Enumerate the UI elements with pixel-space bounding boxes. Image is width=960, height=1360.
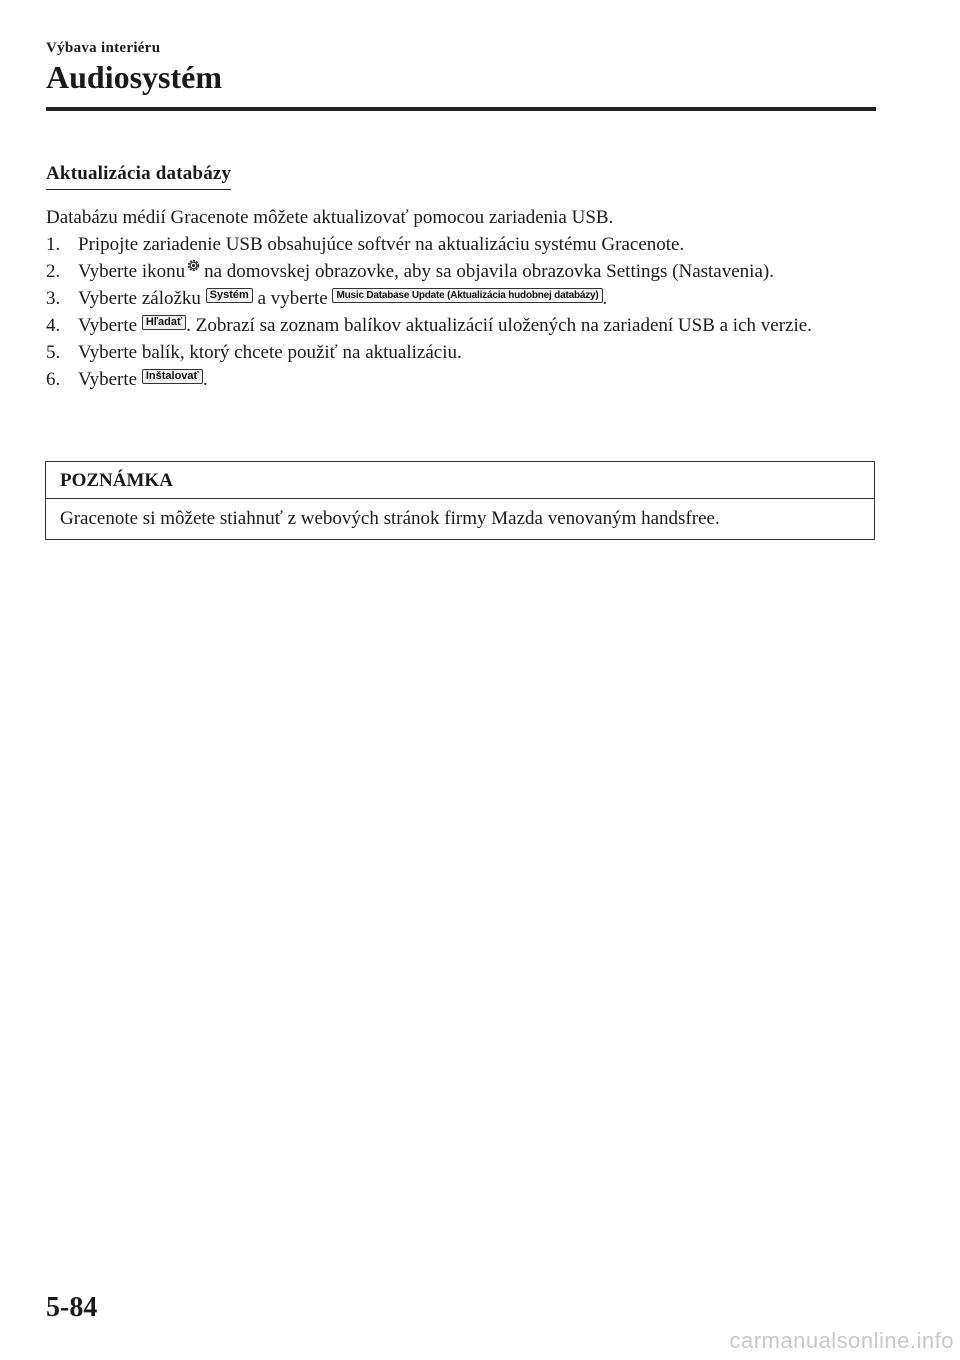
step-text-post: . <box>602 288 608 309</box>
note-box <box>45 461 875 540</box>
step-number: 5. <box>46 342 61 363</box>
intro-paragraph: Databázu médií Gracenote môžete aktualizovať pomocou zariadenia USB. <box>46 207 614 228</box>
watermark: carmanualsonline.info <box>729 1328 954 1353</box>
step-text-pre: Vyberte <box>78 315 138 336</box>
search-button[interactable]: Hľadať <box>142 315 186 330</box>
main-content <box>46 160 876 393</box>
note-title: POZNÁMKA <box>46 462 874 499</box>
step-text-pre: Vyberte záložku <box>78 288 201 309</box>
section-label: Výbava interiéru <box>46 40 161 56</box>
step-text <box>78 258 876 285</box>
step-number: 6. <box>46 369 61 390</box>
step-5 <box>46 339 876 366</box>
music-database-update-button[interactable]: Music Database Update (Aktualizácia hudobnej databázy) <box>332 288 602 303</box>
chapter-title: Audiosystém <box>46 59 223 95</box>
step-number: 3. <box>46 288 61 309</box>
step-1 <box>46 231 876 258</box>
note-body: Gracenote si môžete stiahnuť z webových stránok firmy Mazda venovaným handsfree. <box>60 508 720 529</box>
step-text: Vyberte balík, ktorý chcete použiť na aktualizáciu. <box>78 342 462 363</box>
step-3 <box>46 285 876 312</box>
system-tab-button[interactable]: Systém <box>206 288 253 303</box>
steps-list <box>46 231 876 393</box>
subheading: Aktualizácia databázy <box>46 160 231 190</box>
step-number: 2. <box>46 261 61 282</box>
step-2 <box>46 258 876 285</box>
step-text-post: . Zobrazí sa zoznam balíkov aktualizácií uložených na zariadení USB a ich verzie. <box>186 315 812 336</box>
settings-gear-icon <box>186 258 201 273</box>
step-text-post: . <box>202 369 208 390</box>
step-text <box>78 285 876 312</box>
step-number: 4. <box>46 315 61 336</box>
step-text-post: na domovskej obrazovke, aby sa objavila obrazovka Settings (Nastavenia). <box>204 261 774 282</box>
step-text: Pripojte zariadenie USB obsahujúce softvér na aktualizáciu systému Gracenote. <box>78 234 685 255</box>
step-number: 1. <box>46 234 61 255</box>
step-6 <box>46 366 876 393</box>
step-text <box>78 366 876 393</box>
step-4 <box>46 312 876 339</box>
page-number: 5-84 <box>46 1292 98 1323</box>
install-button[interactable]: Inštalovať <box>142 369 203 384</box>
header-rule <box>46 107 876 111</box>
step-text-pre: Vyberte <box>78 369 138 390</box>
page-header <box>46 40 876 95</box>
step-text-pre: Vyberte ikonu <box>78 261 186 282</box>
step-text <box>78 312 876 339</box>
step-text-mid: a vyberte <box>257 288 328 309</box>
